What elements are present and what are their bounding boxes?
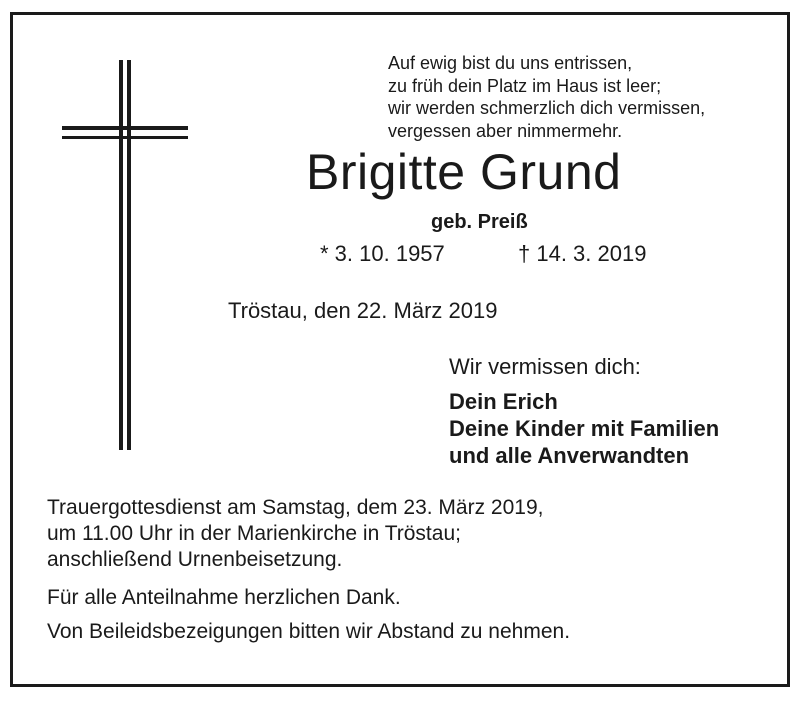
poem-line: vergessen aber nimmermehr. [388,120,623,141]
mourners-intro: Wir vermissen dich: [449,354,641,379]
poem-line: zu früh dein Platz im Haus ist leer; [388,75,662,96]
deceased-name: Brigitte Grund [306,144,622,200]
mourner-line: Deine Kinder mit Familien [449,416,720,441]
service-line: anschließend Urnenbeisetzung. [47,548,343,571]
place-date: Tröstau, den 22. März 2019 [228,298,498,323]
birth-date: * 3. 10. 1957 [320,241,445,266]
poem-line: wir werden schmerzlich dich vermissen, [388,98,706,118]
poem [388,52,705,142]
maiden-name: geb. Preiß [431,211,528,233]
mourner-line: und alle Anverwandten [449,443,690,468]
service-line: Trauergottesdienst am Samstag, dem 23. März 2019, [47,496,544,519]
thanks-text: Für alle Anteilnahme herzlichen Dank. [47,586,401,609]
service-info [47,495,543,573]
mourners-list [449,388,719,469]
service-line: um 11.00 Uhr in der Marienkirche in Tröstau; [47,522,461,545]
mourner-line: Dein Erich [449,389,558,414]
condolence-request: Von Beileidsbezeigungen bitten wir Abstand zu nehmen. [47,620,571,643]
death-date: † 14. 3. 2019 [518,241,647,266]
poem-line: Auf ewig bist du uns entrissen, [388,53,633,73]
